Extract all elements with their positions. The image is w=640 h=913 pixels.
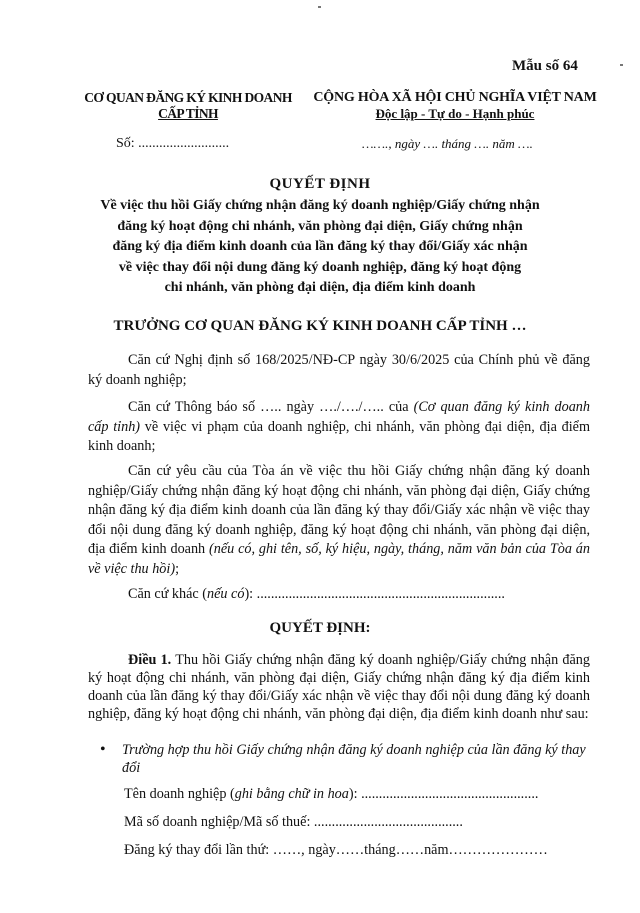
basis-decree-text: Căn cứ Nghị định số 168/2025/NĐ-CP ngày 30/6/2025 của Chính phủ về đăng ký doanh nghiệp;: [88, 352, 590, 388]
agency-header: [78, 90, 298, 122]
basis-other-text: Căn cứ khác (: [128, 586, 207, 602]
agency-name: CƠ QUAN ĐĂNG KÝ KINH DOANH: [84, 90, 292, 105]
document-number: Số: ..........................: [116, 136, 230, 151]
basis-notice-agency: (Cơ quan đăng ký kinh doanh cấp tỉnh): [88, 399, 590, 435]
basis-decree: [88, 351, 590, 390]
scan-speck: [318, 6, 321, 8]
subtitle-line: đăng ký hoạt động chi nhánh, văn phòng đại diện, Giấy chứng nhận: [117, 218, 523, 234]
basis-other: [88, 585, 590, 605]
decision-heading: QUYẾT ĐỊNH:: [269, 620, 371, 636]
field-company-name-blank: ): ..................................................: [348, 786, 539, 802]
national-motto: Độc lập - Tự do - Hạnh phúc: [375, 106, 535, 121]
field-company-name-label: Tên doanh nghiệp (: [124, 786, 235, 802]
agency-level: CẤP TỈNH: [158, 106, 218, 121]
national-header: [305, 90, 605, 122]
document-date: ……., ngày …. tháng …. năm ….: [362, 136, 533, 151]
subtitle-line: Về việc thu hồi Giấy chứng nhận đăng ký doanh nghiệp/Giấy chứng nhận: [100, 198, 540, 213]
basis-other-note: nếu có: [207, 586, 245, 602]
document-subtitle: [60, 196, 580, 299]
field-company-name-note: ghi bằng chữ in hoa: [234, 786, 349, 802]
document-title: QUYẾT ĐỊNH: [269, 176, 371, 192]
article-1-text: Thu hồi Giấy chứng nhận đăng ký doanh nghiệp/Giấy chứng nhận đăng ký hoạt động chi nhánh, văn phòng đại diện, Giấy chứng nhận đăng ký địa điểm kinh doanh của lần đăng ký thay đổi/Giấy xác nhận về việc thay đổi nội dung đăng ký doanh nghiệp, đăng ký hoạt động chi nhánh, văn phòng đại diện, địa điểm kinh doanh như sau:: [88, 652, 590, 722]
basis-notice: [88, 398, 590, 457]
scan-speck: [620, 64, 623, 66]
national-title: CỘNG HÒA XÃ HỘI CHỦ NGHĨA VIỆT NAM: [313, 90, 597, 105]
basis-notice-text: Căn cứ Thông báo số ….. ngày …./…./….. của: [128, 399, 414, 415]
form-number: Mẫu số 64: [512, 58, 578, 74]
field-company-name: [124, 786, 538, 803]
subtitle-line: chi nhánh, văn phòng đại diện, địa điểm kinh doanh: [164, 280, 476, 295]
basis-court-end: ;: [175, 560, 180, 577]
field-change-registration: Đăng ký thay đổi lần thứ: ……, ngày……tháng……năm…………………: [124, 842, 548, 858]
subtitle-line: đăng ký địa điểm kinh doanh của lần đăng ký thay đổi/Giấy xác nhận: [112, 239, 528, 254]
bullet-text: Trường hợp thu hồi Giấy chứng nhận đăng ký doanh nghiệp của lần đăng ký thay đổi: [122, 742, 586, 776]
article-1-label: Điều 1.: [128, 652, 172, 668]
bullet-item: [100, 741, 590, 777]
basis-court-text: Căn cứ yêu cầu của Tòa án về việc thu hồi Giấy chứng nhận đăng ký doanh nghiệp/Giấy chứng nhận đăng ký hoạt động chi nhánh, văn phòng đại diện, Giấy chứng nhận đăng ký địa điểm kinh doanh của lần đăng ký thay đổi/Giấy xác nhận về việc thay đổi nội dung đăng ký doanh nghiệp, đăng ký hoạt động chi nhánh, văn phòng đại diện, địa điểm kinh doanh: [88, 463, 590, 557]
subtitle-line: về việc thay đổi nội dung đăng ký doanh nghiệp, đăng ký hoạt động: [118, 259, 522, 275]
basis-other-dots: ): ......................................................................: [244, 586, 505, 602]
authority-heading: TRƯỞNG CƠ QUAN ĐĂNG KÝ KINH DOANH CẤP TỈNH …: [113, 318, 527, 334]
basis-court: [88, 462, 590, 579]
basis-notice-text-end: về việc vi phạm của doanh nghiệp, chi nhánh, văn phòng đại diện, địa điểm kinh doanh;: [88, 418, 591, 454]
field-company-code: Mã số doanh nghiệp/Mã số thuế: ..........................................: [124, 814, 463, 830]
basis-court-note: (nếu có, ghi tên, số, ký hiệu, ngày, tháng, năm văn bản của Tòa án về việc thu hồi): [88, 541, 590, 577]
article-1: [88, 651, 590, 723]
bullet-dot-icon: •: [100, 741, 106, 758]
